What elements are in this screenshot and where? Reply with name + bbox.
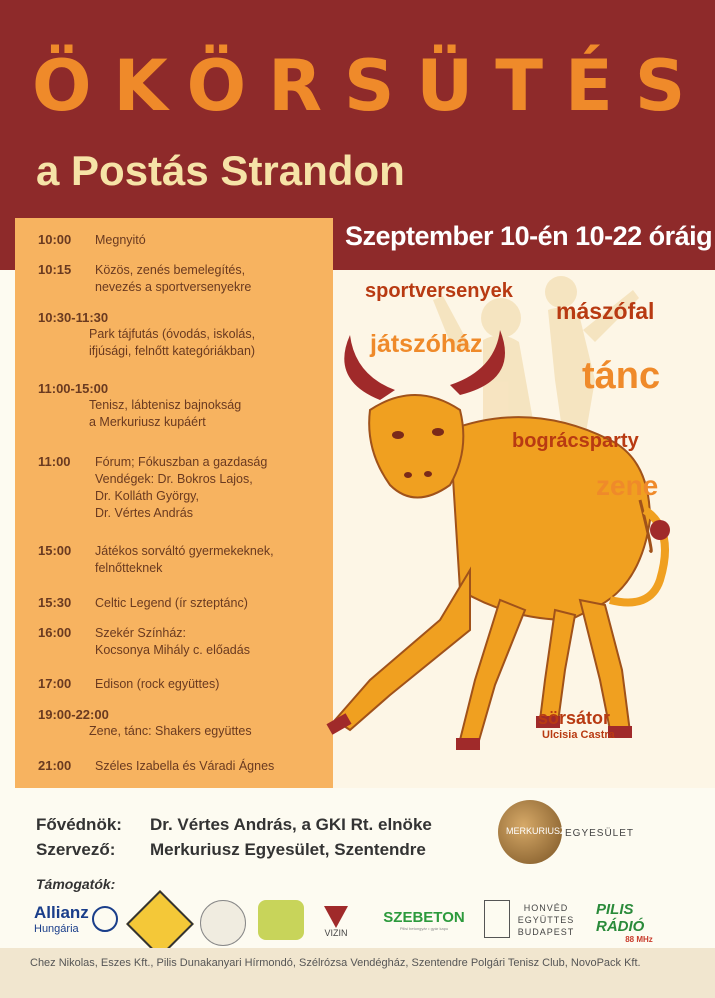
credits-text: Chez Nikolas, Eszes Kft., Pilis Dunakanyari Hírmondó, Szélrózsa Vendégház, Szentendre Polgári Tenisz Club, NovoPack Kft. xyxy=(30,957,641,969)
activity-tanc: tánc xyxy=(582,355,661,397)
activity-sorsator-sub: Ulcisia Castra xyxy=(542,729,615,741)
honved-logo-text: HONVÉD EGYÜTTES BUDAPEST xyxy=(517,903,575,937)
allianz-logo: Allianz Hungária xyxy=(34,903,89,935)
schedule-item: 16:00 Szekér Színház: Kocsonya Mihály c. előadás xyxy=(38,625,250,657)
schedule-item: 11:00 Fórum; Fókuszban a gazdaság Vendégek: Dr. Bokros Lajos, Dr. Kolláth György, Dr. Vértes András xyxy=(38,454,268,520)
schedule-item: 19:00-22:00 Zene, tánc: Shakers együttes xyxy=(38,707,252,738)
ulcisia-castra-logo-icon xyxy=(258,900,304,940)
patron-label: Fővédnök: xyxy=(36,815,122,834)
schedule-item: 10:15 Közös, zenés bemelegítés, nevezés a sportversenyekre xyxy=(38,262,252,294)
merkuriusz-logo-name: MERKURIUSZ xyxy=(506,826,566,836)
schedule-item: 11:00-15:00 Tenisz, lábtenisz bajnokság a Merkuriusz kupáért xyxy=(38,381,242,429)
allianz-eagle-icon xyxy=(92,906,118,932)
pilis-radio-logo: PILIS RÁDIÓ 88 MHz xyxy=(596,900,653,944)
schedule-item: 10:30-11:30 Park tájfutás (óvodás, iskolás, ifjúsági, felnőtt kategóriákban) xyxy=(38,310,256,358)
patron-value: Dr. Vértes András, a GKI Rt. elnöke xyxy=(150,815,432,834)
activity-jatszohaz: játszóház xyxy=(370,330,483,358)
activity-zene: zene xyxy=(596,470,659,501)
event-subtitle: a Postás Strandon xyxy=(36,147,405,194)
schedule-item: 10:00 Megnyitó xyxy=(38,232,146,247)
activity-sorsator: sörsátor xyxy=(538,708,611,728)
activity-sportversenyek: sportversenyek xyxy=(365,280,513,302)
event-title: ÖKÖRSÜTÉS xyxy=(32,45,708,127)
schedule-item: 15:00 Játékos sorváltó gyermekeknek, felnőtteknek xyxy=(38,543,274,575)
activity-bogracsparty: bográcsparty xyxy=(512,430,639,452)
merkuriusz-logo-sub: EGYESÜLET xyxy=(565,828,635,839)
organizer-value: Merkuriusz Egyesület, Szentendre xyxy=(150,840,426,859)
supporters-label: Támogatók: xyxy=(36,876,116,892)
activity-maszofal: mászófal xyxy=(556,298,655,324)
crest-logo-icon xyxy=(200,900,246,946)
schedule-item: 17:00 Edison (rock együttes) xyxy=(38,676,220,691)
credits-bar xyxy=(0,948,715,998)
event-date: Szeptember 10-én 10-22 óráig xyxy=(345,221,713,251)
organizer-label: Szervező: xyxy=(36,840,116,859)
vizin-logo: VIZIN xyxy=(320,900,352,944)
szebeton-logo: SZEBETON Pilisi betongyár • gyár kapu xyxy=(383,909,465,931)
honved-emblem-icon xyxy=(484,900,510,938)
vizin-icon xyxy=(324,906,348,928)
schedule-item: 15:30 Celtic Legend (ír szteptánc) xyxy=(38,595,248,610)
schedule-item: 21:00 Széles Izabella és Váradi Ágnes xyxy=(38,758,275,773)
